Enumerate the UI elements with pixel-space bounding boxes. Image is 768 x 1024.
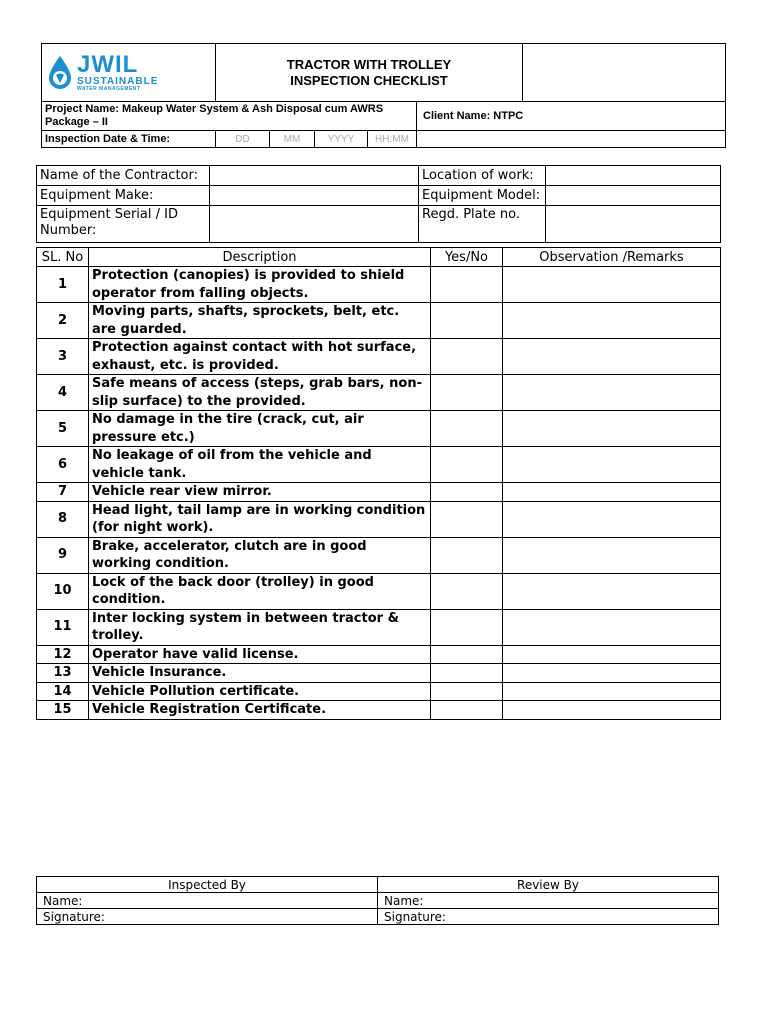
reviewer-name-field[interactable]: Name: (378, 893, 719, 909)
yes-no-cell[interactable] (431, 682, 503, 701)
regd-field[interactable] (546, 206, 721, 243)
row-number: 15 (37, 701, 89, 720)
row-description: Head light, tail lamp are in working condition (for night work). (89, 501, 431, 537)
remarks-cell[interactable] (503, 682, 721, 701)
yes-no-cell[interactable] (431, 375, 503, 411)
table-row (37, 483, 721, 502)
contractor-field[interactable] (210, 166, 419, 186)
project-name: Project Name: Makeup Water System & Ash Disposal cum AWRS Package – II (42, 102, 417, 131)
company-logo (47, 53, 215, 92)
make-field[interactable] (210, 186, 419, 206)
remarks-cell[interactable] (503, 267, 721, 303)
col-sl-no: SL. No (37, 248, 89, 267)
yes-no-cell[interactable] (431, 573, 503, 609)
header-blank-cell (523, 44, 726, 102)
table-row (37, 375, 721, 411)
time-hhmm-field[interactable]: HH:MM (368, 131, 417, 148)
remarks-cell[interactable] (503, 701, 721, 720)
row-number: 3 (37, 339, 89, 375)
row-number: 14 (37, 682, 89, 701)
row-number: 5 (37, 411, 89, 447)
row-number: 4 (37, 375, 89, 411)
table-row (37, 537, 721, 573)
model-field[interactable] (546, 186, 721, 206)
logo-subtitle: SUSTAINABLE (77, 76, 159, 87)
row-description: Lock of the back door (trolley) in good condition. (89, 573, 431, 609)
inspection-checklist-table (36, 247, 721, 720)
contractor-label: Name of the Contractor: (37, 166, 210, 186)
row-description: Protection against contact with hot surface, exhaust, etc. is provided. (89, 339, 431, 375)
row-number: 1 (37, 267, 89, 303)
row-number: 10 (37, 573, 89, 609)
yes-no-cell[interactable] (431, 609, 503, 645)
table-row (37, 339, 721, 375)
inspector-name-field[interactable]: Name: (37, 893, 378, 909)
remarks-cell[interactable] (503, 664, 721, 683)
table-row (37, 664, 721, 683)
date-dd-field[interactable]: DD (216, 131, 270, 148)
remarks-cell[interactable] (503, 483, 721, 502)
table-row (37, 645, 721, 664)
yes-no-cell[interactable] (431, 701, 503, 720)
remarks-cell[interactable] (503, 303, 721, 339)
remarks-cell[interactable] (503, 501, 721, 537)
row-number: 9 (37, 537, 89, 573)
row-description: Operator have valid license. (89, 645, 431, 664)
row-description: Safe means of access (steps, grab bars, non-slip surface) to the provided. (89, 375, 431, 411)
yes-no-cell[interactable] (431, 645, 503, 664)
remarks-cell[interactable] (503, 609, 721, 645)
remarks-cell[interactable] (503, 573, 721, 609)
yes-no-cell[interactable] (431, 483, 503, 502)
inspector-signature-field[interactable]: Signature: (37, 909, 378, 925)
row-number: 2 (37, 303, 89, 339)
header-blank-bottom (417, 131, 726, 148)
row-number: 8 (37, 501, 89, 537)
row-description: Brake, accelerator, clutch are in good working condition. (89, 537, 431, 573)
row-description: No leakage of oil from the vehicle and vehicle tank. (89, 447, 431, 483)
row-number: 7 (37, 483, 89, 502)
row-description: Moving parts, shafts, sprockets, belt, etc. are guarded. (89, 303, 431, 339)
logo-cell (42, 44, 216, 102)
document-title (216, 44, 523, 102)
location-label: Location of work: (419, 166, 546, 186)
equipment-info-table (36, 165, 721, 243)
yes-no-cell[interactable] (431, 267, 503, 303)
col-observation: Observation /Remarks (503, 248, 721, 267)
table-row (37, 267, 721, 303)
yes-no-cell[interactable] (431, 303, 503, 339)
row-description: No damage in the tire (crack, cut, air pressure etc.) (89, 411, 431, 447)
date-mm-field[interactable]: MM (270, 131, 315, 148)
table-row (37, 609, 721, 645)
table-row (37, 303, 721, 339)
yes-no-cell[interactable] (431, 447, 503, 483)
row-description: Vehicle Pollution certificate. (89, 682, 431, 701)
row-number: 13 (37, 664, 89, 683)
title-line-2: INSPECTION CHECKLIST (290, 72, 448, 88)
remarks-cell[interactable] (503, 411, 721, 447)
title-line-1: TRACTOR WITH TROLLEY (286, 56, 452, 72)
table-row (37, 573, 721, 609)
yes-no-cell[interactable] (431, 411, 503, 447)
yes-no-cell[interactable] (431, 501, 503, 537)
review-by-heading: Review By (378, 877, 719, 893)
yes-no-cell[interactable] (431, 339, 503, 375)
remarks-cell[interactable] (503, 537, 721, 573)
serial-label: Equipment Serial / ID Number: (37, 206, 210, 243)
remarks-cell[interactable] (503, 375, 721, 411)
table-row (37, 411, 721, 447)
model-label: Equipment Model: (419, 186, 546, 206)
make-label: Equipment Make: (37, 186, 210, 206)
row-number: 12 (37, 645, 89, 664)
row-description: Inter locking system in between tractor & trolley. (89, 609, 431, 645)
inspected-by-heading: Inspected By (37, 877, 378, 893)
logo-text: JWIL (77, 51, 139, 78)
table-row (37, 682, 721, 701)
serial-field[interactable] (210, 206, 419, 243)
water-drop-icon (47, 55, 73, 91)
reviewer-signature-field[interactable]: Signature: (378, 909, 719, 925)
row-number: 11 (37, 609, 89, 645)
row-number: 6 (37, 447, 89, 483)
table-row (37, 501, 721, 537)
signoff-table (36, 876, 719, 925)
date-yyyy-field[interactable]: YYYY (315, 131, 368, 148)
logo-subtitle-2: WATER MANAGEMENT (77, 86, 141, 92)
remarks-cell[interactable] (503, 645, 721, 664)
yes-no-cell[interactable] (431, 664, 503, 683)
row-description: Vehicle Insurance. (89, 664, 431, 683)
location-field[interactable] (546, 166, 721, 186)
col-yes-no: Yes/No (431, 248, 503, 267)
table-row (37, 447, 721, 483)
col-description: Description (89, 248, 431, 267)
yes-no-cell[interactable] (431, 537, 503, 573)
inspection-date-label: Inspection Date & Time: (42, 131, 216, 148)
remarks-cell[interactable] (503, 339, 721, 375)
regd-label: Regd. Plate no. (419, 206, 546, 243)
remarks-cell[interactable] (503, 447, 721, 483)
row-description: Vehicle Registration Certificate. (89, 701, 431, 720)
client-name: Client Name: NTPC (417, 102, 726, 131)
document-header (41, 43, 726, 148)
table-row (37, 701, 721, 720)
row-description: Protection (canopies) is provided to shield operator from falling objects. (89, 267, 431, 303)
row-description: Vehicle rear view mirror. (89, 483, 431, 502)
